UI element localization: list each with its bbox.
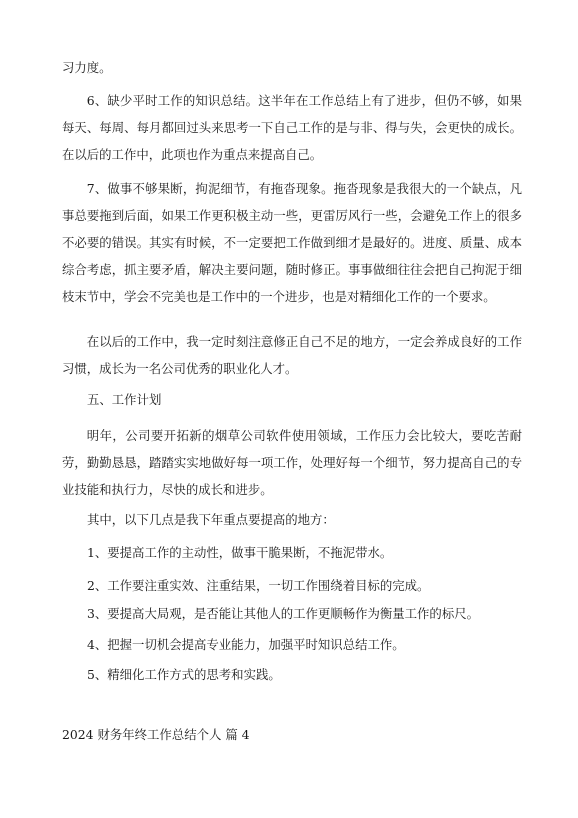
focus-lead: 其中，以下几点是我下年重点要提高的地方： <box>87 512 335 527</box>
focus-item-1: 1、要提高工作的主动性，做事干脆果断，不拖泥带水。 <box>87 545 393 560</box>
focus-item-5: 5、精细化工作方式的思考和实践。 <box>87 667 281 682</box>
paragraph-item-6: 6、缺少平时工作的知识总结。这半年在工作总结上有了进步，但仍不够，如果每天、每周、每月都回过头来思考一下自己工作的是与非、得与失，会更快的成长。在以后的工作中，此项也作为重点来提高自己。 <box>62 93 522 162</box>
focus-item-3: 3、要提高大局观，是否能让其他人的工作更顺畅作为衡量工作的标尺。 <box>87 606 479 621</box>
paragraph-plan-intro: 明年，公司要开拓新的烟草公司软件使用领域，工作压力会比较大，要吃苦耐劳，勤勤恳恳，踏踏实实地做好每一项工作，处理好每一个细节，努力提高自己的专业技能和执行力，尽快的成长和进步。 <box>62 428 522 497</box>
next-section-title: 2024 财务年终工作总结个人 篇 4 <box>62 727 250 742</box>
continuation-text: 习力度。 <box>62 60 112 75</box>
focus-item-2: 2、工作要注重实效、注重结果，一切工作围绕着目标的完成。 <box>87 578 430 593</box>
paragraph-item-7: 7、做事不够果断，拘泥细节，有拖沓现象。拖沓现象是我很大的一个缺点，凡事总要拖到后面，如果工作更积极主动一些，更雷厉风行一些，会避免工作上的很多不必要的错误。其实有时候，不一定要把工作做到细才是最好的。进度、质量、成本综合考虑，抓主要矛盾，解决主要问题，随时修正。事事做细往往会把自己拘泥于细枝末节中，学会不完美也是工作中的一个进步，也是对精细化工作的一个要求。 <box>62 181 522 304</box>
focus-item-4: 4、把握一切机会提高专业能力，加强平时知识总结工作。 <box>87 637 405 652</box>
section-heading-work-plan: 五、工作计划 <box>87 392 162 407</box>
paragraph-commitment: 在以后的工作中，我一定时刻注意修正自己不足的地方，一定会养成良好的工作习惯，成长为一名公司优秀的职业化人才。 <box>62 334 522 376</box>
